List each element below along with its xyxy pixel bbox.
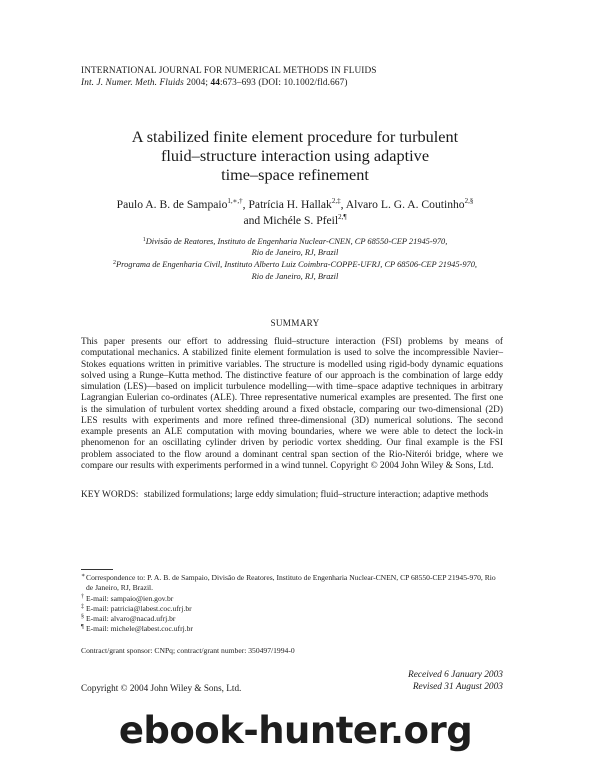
author-line-1 bbox=[60, 197, 530, 213]
footnote-email-2 bbox=[81, 604, 503, 614]
keywords bbox=[81, 490, 503, 501]
received-date: Received 6 January 2003 bbox=[407, 670, 503, 680]
author-3: , Alvaro L. G. A. Coutinho bbox=[340, 198, 465, 211]
author-line-2 bbox=[60, 213, 530, 229]
affiliations bbox=[60, 236, 530, 283]
footnote-text: Correspondence to: P. A. B. de Sampaio, Divisão de Reatores, Instituto de Engenharia Nuclear-CNEN, CP 68550-CEP 21945-970, Rio de Janeiro, RJ, Brazil. bbox=[86, 573, 496, 593]
affiliation-1-line-2: Rio de Janeiro, RJ, Brazil bbox=[251, 248, 339, 258]
footnote-mark: ∗ bbox=[81, 573, 86, 579]
received-dates bbox=[300, 670, 503, 693]
affiliation-2-mark: 2 bbox=[113, 260, 117, 267]
watermark: ebook-hunter.org bbox=[118, 709, 473, 752]
footnote-text[interactable]: E-mail: patricia@labest.coc.ufrj.br bbox=[86, 603, 192, 613]
footnote-mark: ¶ bbox=[81, 624, 84, 631]
title-line-3: time–space refinement bbox=[221, 165, 369, 184]
footnote-text[interactable]: E-mail: alvaro@nacad.ufrj.br bbox=[86, 614, 176, 624]
author-3-marks: 2,§ bbox=[464, 197, 474, 205]
affiliation-2 bbox=[60, 259, 530, 281]
author-2: , Patrícia H. Hallak bbox=[242, 198, 332, 211]
footnotes bbox=[81, 573, 503, 635]
contract-grant: Contract/grant sponsor: CNPq; contract/grant number: 350497/1994-0 bbox=[81, 646, 295, 655]
author-1-marks: 1,∗,† bbox=[227, 197, 243, 205]
footnote-email-1 bbox=[81, 594, 503, 604]
footnote-correspondence bbox=[81, 573, 503, 594]
affiliation-1-line-1: Divisão de Reatores, Instituto de Engenharia Nuclear-CNEN, CP 68550-CEP 21945-970, bbox=[145, 237, 448, 246]
keywords-text: stabilized formulations; large eddy simulation; fluid–structure interaction; adaptive methods bbox=[144, 490, 489, 500]
abstract-text: This paper presents our effort to addressing fluid–structure interaction (FSI) problems by means of computational mechanics. A stabilized finite element formulation is used to solve the incompressible Navier–Stokes equations written in primitive variables. The structure is modelled using rigid-body dynamic equations solved using a Runge–Kutta method. The distinctive feature of our approach is the combination of large eddy simulation (LES)—based on implicit turbulence modelling—with time–space adaptive techniques in arbitrary Lagrangian Eulerian co-ordinates (ALE). Three representative numerical examples are presented. The first one is the simulation of turbulent vortex shedding around a fixed obstacle, comparing our two-dimensional (2D) LES results with experiments and more refined three-dimensional (3D) numerical solutions. The second example presents an ALE computation with moving boundaries, where we were able to detect the lock-in phenomenon for an oscillating cylinder driven by periodic vortex shedding. Our final example is the FSI problem associated to the flow around a dominant central span section of the Rio-Niterói bridge, where we compare our results with experiments performed in a wind tunnel. Copyright © 2004 John Wiley & Sons, Ltd. bbox=[81, 337, 503, 471]
author-2-marks: 2,‡ bbox=[331, 197, 341, 205]
journal-name: INTERNATIONAL JOURNAL FOR NUMERICAL METHODS IN FLUIDS bbox=[81, 66, 377, 76]
copyright-notice: Copyright © 2004 John Wiley & Sons, Ltd. bbox=[81, 683, 242, 693]
author-list bbox=[60, 197, 530, 229]
journal-citation bbox=[81, 77, 377, 89]
revised-date: Revised 31 August 2003 bbox=[412, 681, 503, 692]
footnote-mark: ‡ bbox=[81, 603, 84, 610]
affiliation-2-line-2: Rio de Janeiro, RJ, Brazil bbox=[251, 271, 339, 281]
journal-pages: :673–693 bbox=[219, 78, 256, 88]
author-1: Paulo A. B. de Sampaio bbox=[116, 198, 228, 211]
footnote-mark: § bbox=[81, 614, 84, 621]
author-4: and Michéle S. Pfeil bbox=[243, 214, 339, 227]
title-line-1: A stabilized finite element procedure for turbulent bbox=[131, 127, 459, 146]
title-line-2: fluid–structure interaction using adaptive bbox=[160, 146, 430, 165]
summary-heading: SUMMARY bbox=[270, 318, 320, 328]
footnote-text[interactable]: E-mail: sampaio@ien.gov.br bbox=[86, 593, 174, 603]
footnote-rule bbox=[81, 569, 113, 570]
affiliation-2-line-1: Programa de Engenharia Civil, Instituto Alberto Luiz Coimbra-COPPE-UFRJ, CP 68506-CEP 21945-970, bbox=[116, 260, 477, 270]
journal-year: 2004; bbox=[186, 78, 209, 88]
affiliation-1 bbox=[60, 236, 530, 258]
affiliation-1-mark: 1 bbox=[142, 237, 146, 243]
footnote-email-4 bbox=[81, 624, 503, 634]
keywords-label: KEY WORDS: bbox=[81, 490, 139, 500]
footnote-email-3 bbox=[81, 614, 503, 624]
footnote-mark: † bbox=[81, 593, 84, 600]
journal-abbrev: Int. J. Numer. Meth. Fluids bbox=[81, 78, 184, 88]
journal-doi: (DOI: 10.1002/fld.667) bbox=[258, 78, 348, 88]
author-4-marks: 2,¶ bbox=[338, 213, 347, 221]
journal-volume: 44 bbox=[210, 78, 220, 88]
footnote-text[interactable]: E-mail: michele@labest.coc.ufrj.br bbox=[86, 624, 193, 634]
paper-title bbox=[60, 127, 530, 184]
journal-header bbox=[81, 65, 377, 89]
